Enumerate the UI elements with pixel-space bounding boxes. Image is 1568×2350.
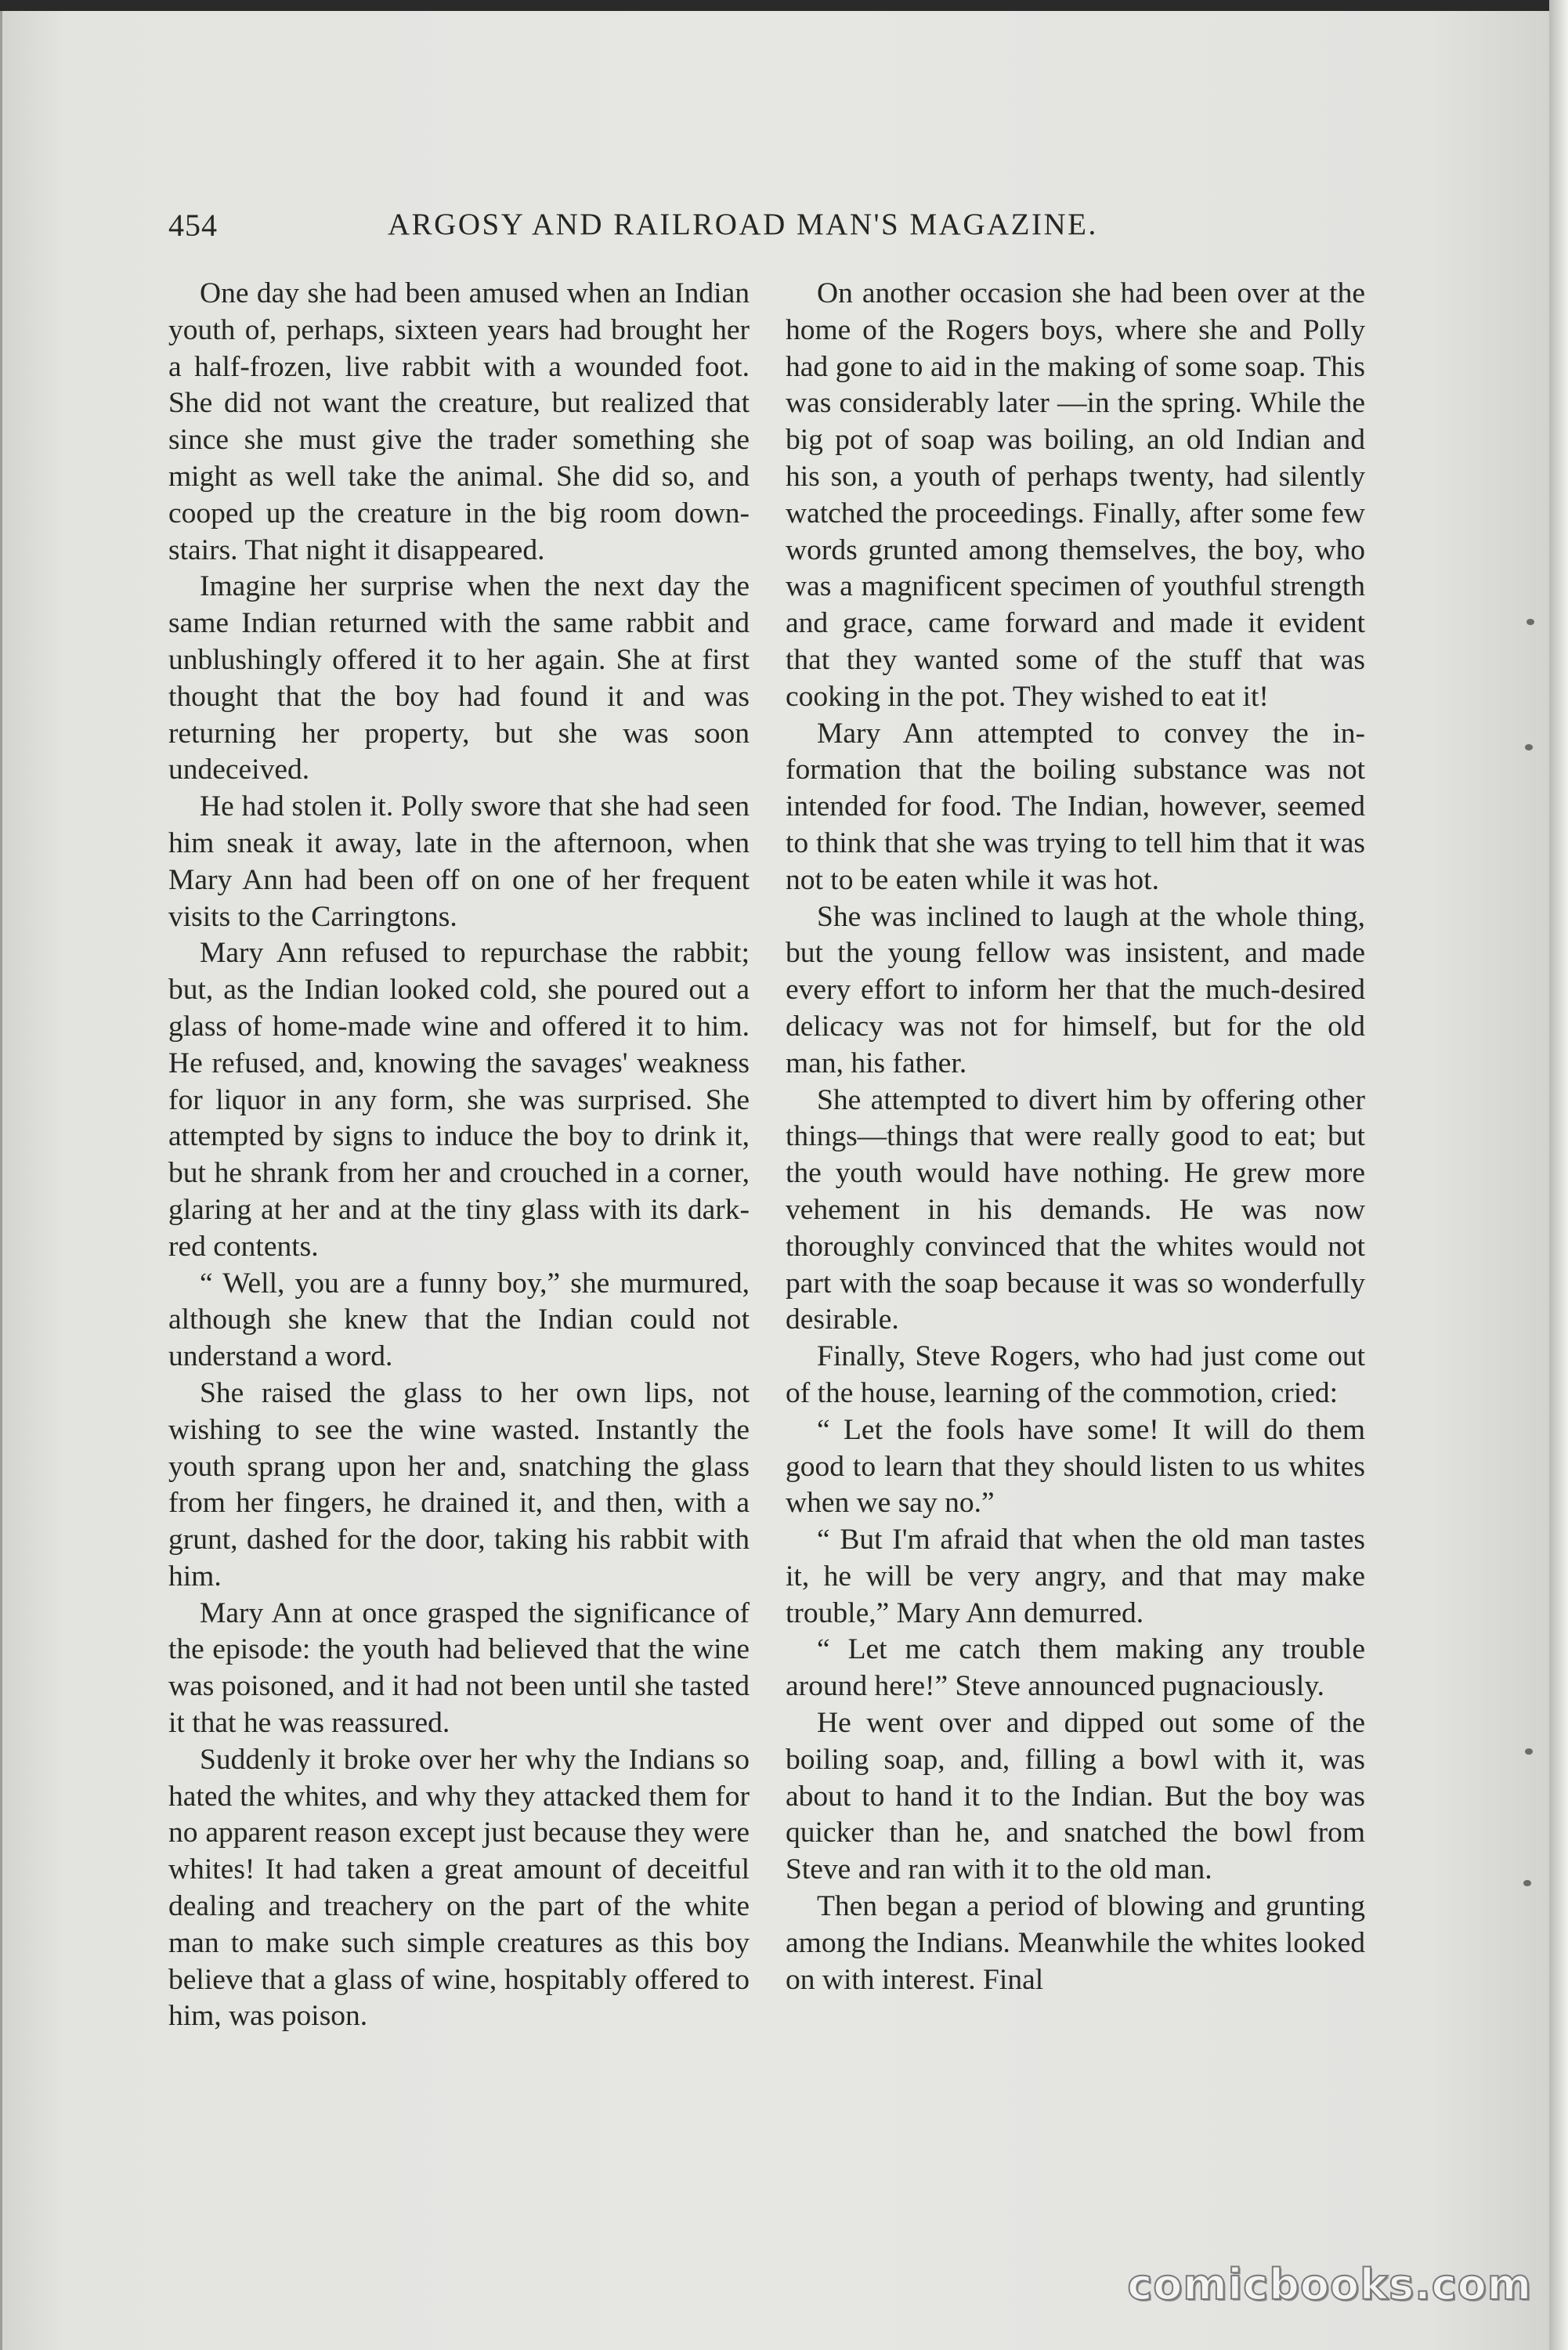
scan-speck <box>1526 619 1534 625</box>
paragraph: “ Well, you are a funny boy,” she murmured, although she knew that the Indian could not understand a word. <box>168 1267 750 1373</box>
paragraph: Finally, Steve Rogers, who had just come out of the house, learning of the commotion, cried: <box>786 1340 1365 1409</box>
paragraph: Suddenly it broke over her why the Indians so hated the whites, and why they attacked them for no apparent reason except just because they were whites! It had taken a great amount of deceitful dealing and treachery on the part of the white man to make such simple creatures as this boy believe that a glass of wine, hospitably offered to him, was poison. <box>168 1743 750 2033</box>
paragraph: She attempted to divert him by offering other things—things that were really good to eat; but the youth would have nothing. He grew more vehement in his demands. He was now thoroughly convinced that the whites would not part with the soap because it was so wonderfully desirable. <box>786 1083 1365 1336</box>
paragraph: She was inclined to laugh at the whole thing, but the young fellow was insistent, and made every effort to inform her that the much-desired delicacy was not for himself, but for the old man, his father. <box>786 900 1365 1079</box>
paragraph: Mary Ann attempted to convey the information that the boiling substance was not intended for food. The Indian, however, seemed to think that she was trying to tell him that it was not to be eaten while it was hot. <box>786 717 1365 896</box>
magazine-page <box>0 11 1552 2350</box>
paragraph: Mary Ann at once grasped the significance of the episode: the youth had believed that the wine was poisoned, and it had not been until she tasted it that he was reassured. <box>168 1596 750 1740</box>
scan-speck <box>1525 744 1533 750</box>
paragraph: He had stolen it. Polly swore that she had seen him sneak it away, late in the afternoon, when Mary Ann had been off on one of her frequent visits to the Carringtons. <box>168 790 750 933</box>
right-text-column <box>786 276 1365 1998</box>
watermark-logo: comicbooks.com <box>1127 2260 1532 2309</box>
paragraph: Mary Ann refused to repurchase the rabbit; but, as the Indian looked cold, she poured out a glass of home-made wine and offered it to him. He refused, and, knowing the savages' weakness for liquor in any form, she was surprised. She attempted by signs to induce the boy to drink it, but he shrank from her and crouched in a corner, glaring at her and at the tiny glass with its dark-red contents. <box>168 937 750 1263</box>
paragraph: He went over and dipped out some of the boiling soap, and, filling a bowl with it, was about to hand it to the Indian. But the boy was quicker than he, and snatched the bowl from Steve and ran with it to the old man. <box>786 1707 1365 1886</box>
page-number: 454 <box>168 208 218 243</box>
paragraph: “ But I'm afraid that when the old man tastes it, he will be very angry, and that may make trouble,” Mary Ann demurred. <box>786 1524 1365 1629</box>
left-text-column <box>168 276 750 2035</box>
running-head: ARGOSY AND RAILROAD MAN'S MAGAZINE. <box>388 208 1098 241</box>
paragraph: On another occasion she had been over at the home of the Rogers boys, where she and Polly had gone to aid in the making of some soap. This was considerably later —in the spring. While the big pot of soap was boiling, an old Indian and his son, a youth of perhaps twenty, had silently watched the proceedings. Finally, after some few words grunted among themselves, the boy, who was a magnificent specimen of youthful strength and grace, came forward and made it evident that they wanted some of the stuff that was cooking in the pot. They wished to eat it! <box>786 277 1365 713</box>
page-header <box>168 207 1367 254</box>
paragraph: “ Let the fools have some! It will do them good to learn that they should listen to us whites when we say no.” <box>786 1413 1365 1520</box>
scan-right-edge <box>1549 0 1568 2350</box>
scan-speck <box>1525 1748 1533 1755</box>
scan-top-edge <box>0 0 1568 11</box>
paragraph: She raised the glass to her own lips, not wishing to see the wine wasted. Instantly the youth sprang upon her and, snatching the glass from her fingers, he drained it, and then, with a grunt, dashed for the door, taking his rabbit with him. <box>168 1376 750 1593</box>
paragraph: One day she had been amused when an Indian youth of, perhaps, sixteen years had brought her a half-frozen, live rabbit with a wounded foot. She did not want the creature, but realized that since she must give the trader something she might as well take the animal. She did so, and cooped up the creature in the big room down-stairs. That night it disappeared. <box>168 277 750 566</box>
paragraph: Then began a period of blowing and grunting among the Indians. Meanwhile the whites looked on with interest. Final <box>786 1890 1365 1996</box>
scan-speck <box>1523 1880 1531 1886</box>
paragraph: Imagine her surprise when the next day the same Indian returned with the same rabbit and unblushingly offered it to her again. She at first thought that the boy had found it and was returning her property, but she was soon undeceived. <box>168 570 750 786</box>
paragraph: “ Let me catch them making any trouble around here!” Steve announced pugnaciously. <box>786 1633 1365 1703</box>
